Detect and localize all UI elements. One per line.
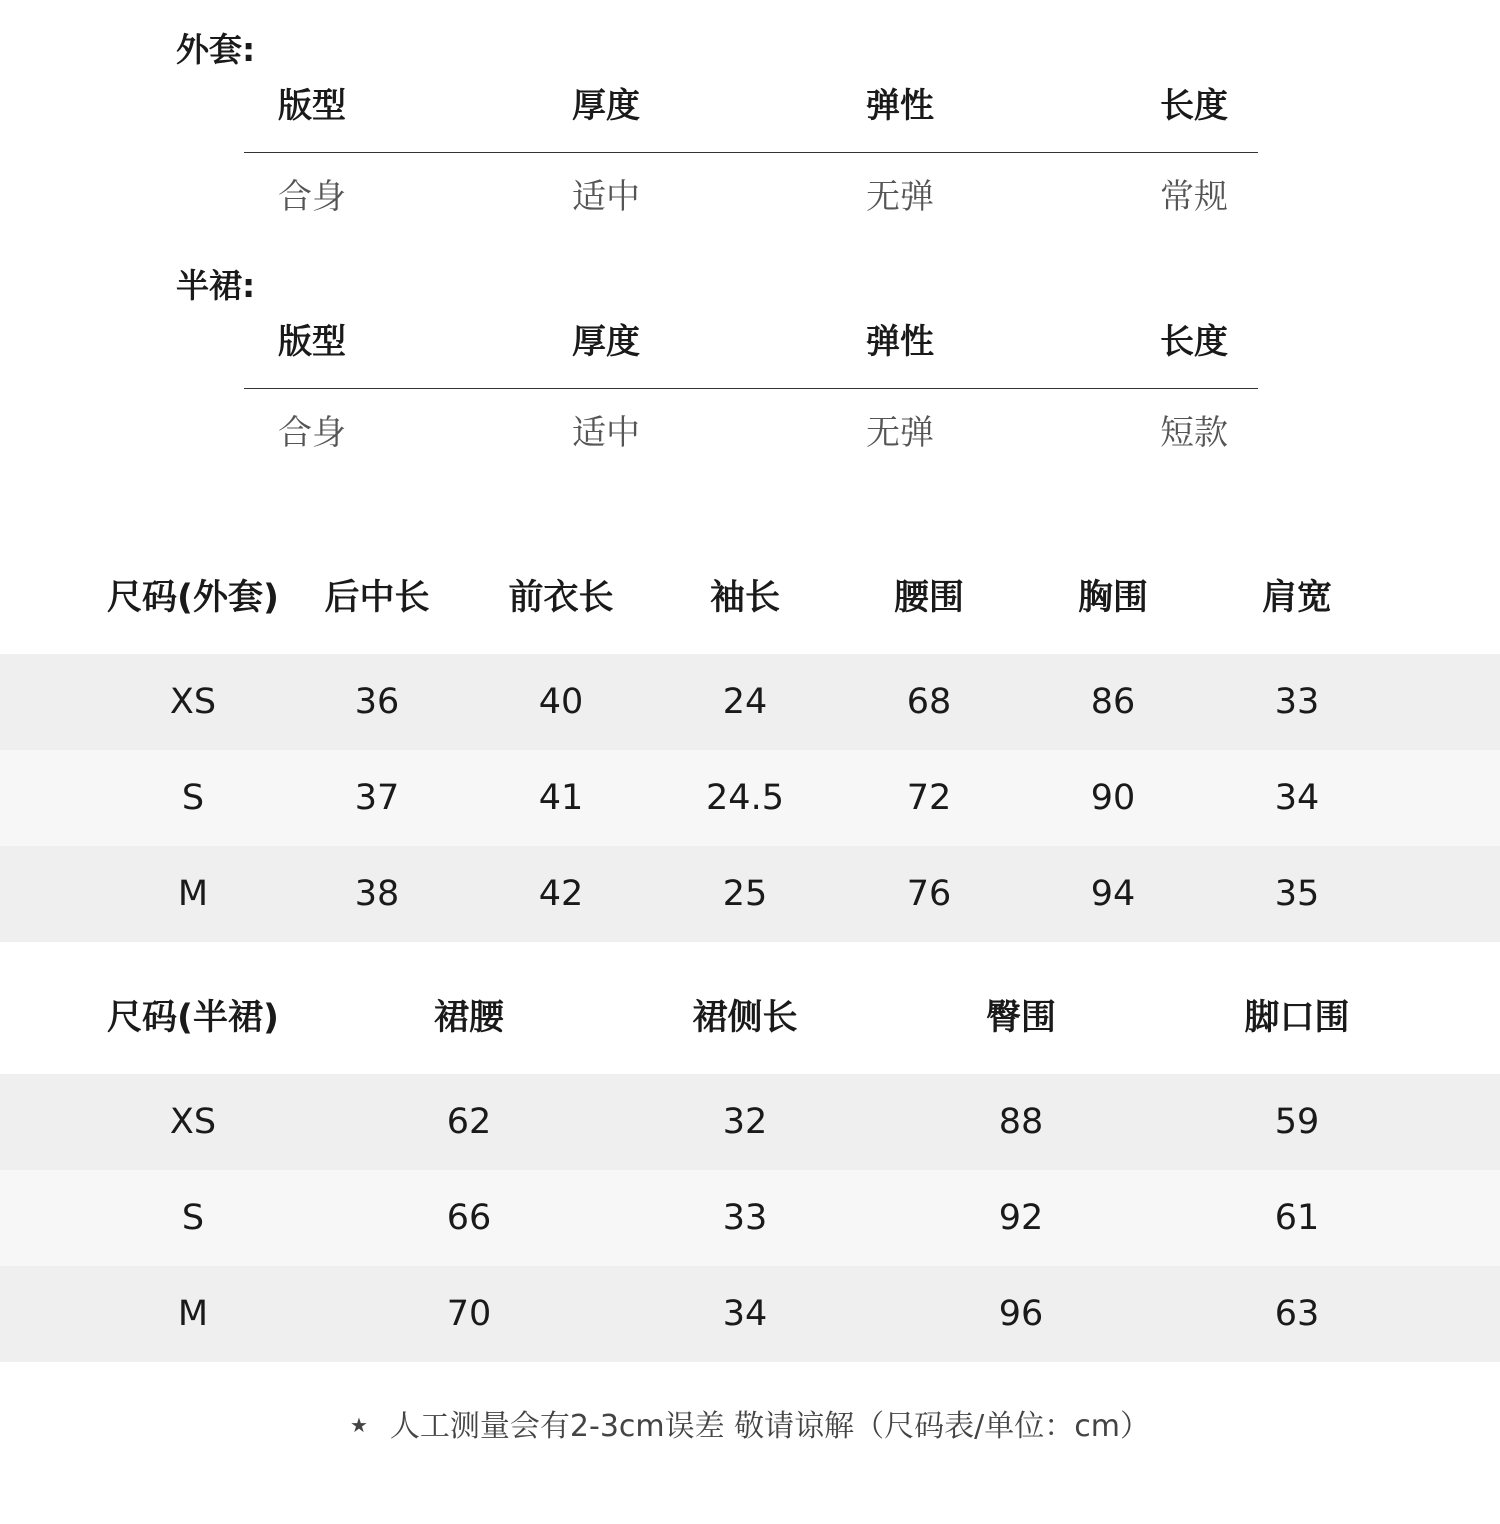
attr-value-elasticity: 无弹 — [866, 177, 934, 217]
header-size: 尺码(半裙) — [107, 998, 279, 1038]
cell-hip: 92 — [998, 1198, 1044, 1238]
measurement-note-text: 人工测量会有2-3cm误差 敬请谅解（尺码表/单位：cm） — [389, 1409, 1150, 1444]
cell-size: S — [181, 778, 205, 818]
skirt-size-table — [0, 972, 1500, 1362]
header-skirt-waist: 裙腰 — [433, 998, 504, 1038]
jacket-attr-divider — [244, 152, 1258, 153]
table-row — [0, 654, 1500, 750]
table-row — [0, 750, 1500, 846]
cell-size: M — [177, 874, 209, 914]
attr-value-fit: 合身 — [278, 177, 346, 217]
cell-sleeve-length: 24 — [722, 682, 768, 722]
header-back-length: 后中长 — [324, 578, 430, 618]
cell-sleeve-length: 25 — [722, 874, 768, 914]
header-chest: 胸围 — [1077, 578, 1148, 618]
cell-size: S — [181, 1198, 205, 1238]
header-shoulder: 肩宽 — [1261, 578, 1332, 618]
attr-header-length: 长度 — [1160, 322, 1228, 362]
cell-hip: 96 — [998, 1294, 1044, 1334]
cell-hip: 88 — [998, 1102, 1044, 1142]
attr-value-fit: 合身 — [278, 413, 346, 453]
header-size: 尺码(外套) — [107, 578, 279, 618]
star-icon: ★ — [349, 1413, 368, 1437]
jacket-attr-header-row — [244, 76, 1258, 136]
attr-header-elasticity: 弹性 — [866, 86, 934, 126]
cell-size: M — [177, 1294, 209, 1334]
cell-hem: 63 — [1274, 1294, 1320, 1334]
cell-hem: 61 — [1274, 1198, 1320, 1238]
cell-front-length: 40 — [538, 682, 584, 722]
skirt-size-header-row — [0, 972, 1500, 1064]
cell-back-length: 38 — [354, 874, 400, 914]
cell-shoulder: 34 — [1274, 778, 1320, 818]
cell-waist: 76 — [906, 874, 952, 914]
cell-shoulder: 35 — [1274, 874, 1320, 914]
cell-back-length: 37 — [354, 778, 400, 818]
attr-header-fit: 版型 — [278, 322, 346, 362]
cell-chest: 94 — [1090, 874, 1136, 914]
cell-skirt-side-length: 34 — [722, 1294, 768, 1334]
jacket-size-header-row — [0, 552, 1500, 644]
cell-chest: 90 — [1090, 778, 1136, 818]
attr-header-fit: 版型 — [278, 86, 346, 126]
cell-hem: 59 — [1274, 1102, 1320, 1142]
cell-skirt-waist: 66 — [446, 1198, 492, 1238]
header-hem: 脚口围 — [1244, 998, 1350, 1038]
cell-size: XS — [169, 1102, 217, 1142]
attr-value-length: 常规 — [1160, 177, 1228, 217]
attr-header-length: 长度 — [1160, 86, 1228, 126]
header-front-length: 前衣长 — [508, 578, 614, 618]
header-skirt-side-length: 裙侧长 — [692, 998, 798, 1038]
skirt-attr-value-row — [244, 403, 1258, 463]
cell-skirt-waist: 62 — [446, 1102, 492, 1142]
attr-value-thickness: 适中 — [572, 177, 640, 217]
skirt-attr-header-row — [244, 312, 1258, 372]
skirt-section-label: 半裙: — [176, 266, 256, 305]
attr-header-thickness: 厚度 — [572, 86, 640, 126]
header-sleeve-length: 袖长 — [709, 578, 780, 618]
table-row — [0, 1266, 1500, 1362]
header-hip: 臀围 — [985, 998, 1056, 1038]
table-row — [0, 1170, 1500, 1266]
jacket-section-label: 外套: — [176, 30, 256, 69]
cell-chest: 86 — [1090, 682, 1136, 722]
jacket-size-table — [0, 552, 1500, 942]
cell-front-length: 42 — [538, 874, 584, 914]
cell-skirt-side-length: 33 — [722, 1198, 768, 1238]
cell-back-length: 36 — [354, 682, 400, 722]
cell-sleeve-length: 24.5 — [706, 778, 784, 818]
table-row — [0, 846, 1500, 942]
attr-value-length: 短款 — [1160, 413, 1228, 453]
attr-value-thickness: 适中 — [572, 413, 640, 453]
cell-front-length: 41 — [538, 778, 584, 818]
skirt-attr-table — [244, 312, 1258, 463]
cell-waist: 72 — [906, 778, 952, 818]
skirt-attr-divider — [244, 388, 1258, 389]
jacket-attr-table — [244, 76, 1258, 227]
attr-header-elasticity: 弹性 — [866, 322, 934, 362]
attr-header-thickness: 厚度 — [572, 322, 640, 362]
header-waist: 腰围 — [893, 578, 964, 618]
measurement-note — [0, 1402, 1500, 1450]
jacket-attr-value-row — [244, 167, 1258, 227]
cell-skirt-waist: 70 — [446, 1294, 492, 1334]
cell-size: XS — [169, 682, 217, 722]
cell-shoulder: 33 — [1274, 682, 1320, 722]
table-row — [0, 1074, 1500, 1170]
attr-value-elasticity: 无弹 — [866, 413, 934, 453]
cell-waist: 68 — [906, 682, 952, 722]
cell-skirt-side-length: 32 — [722, 1102, 768, 1142]
